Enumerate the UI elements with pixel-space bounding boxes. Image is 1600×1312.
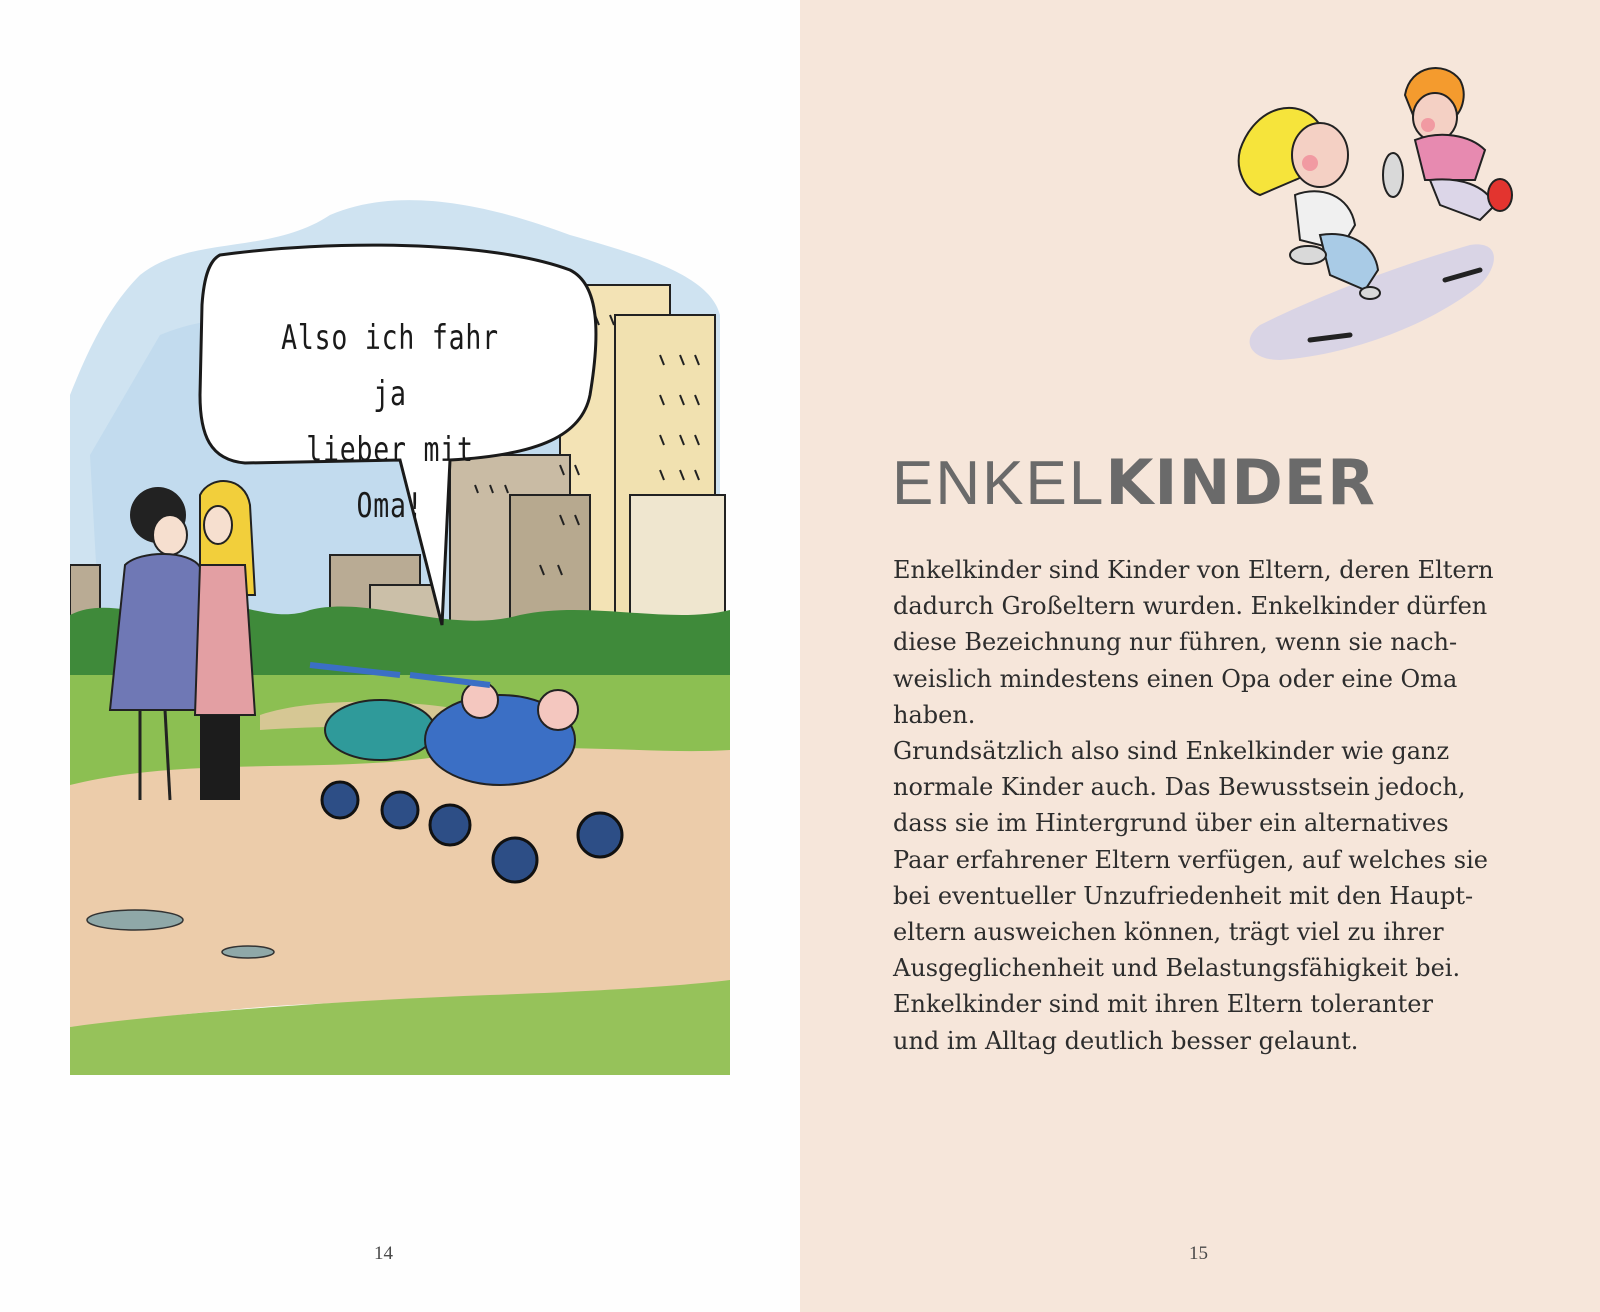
- page-number-right: 15: [1189, 1243, 1208, 1264]
- speech-bubble-line-1: Also ich fahr ja: [281, 318, 499, 414]
- page-number-left: 14: [374, 1243, 393, 1264]
- body-line: weislich mindestens einen Opa oder eine Oma: [893, 664, 1458, 693]
- body-line: eltern ausweichen können, trägt viel zu ihrer: [893, 918, 1444, 947]
- body-line: Paar erfahrener Eltern verfügen, auf welches sie: [893, 845, 1488, 874]
- body-line: Enkelkinder sind Kinder von Eltern, deren Eltern: [893, 556, 1494, 584]
- jumping-kids-illustration: [1200, 55, 1540, 380]
- body-line: Ausgeglichenheit und Belastungsfähigkeit bei.: [893, 954, 1461, 983]
- speech-bubble-line-2: lieber mit Oma!: [306, 430, 474, 526]
- body-line: dass sie im Hintergrund über ein alternatives: [893, 809, 1449, 838]
- right-page: [800, 0, 1600, 1312]
- chapter-heading: [892, 448, 1376, 519]
- body-line: und im Alltag deutlich besser gelaunt.: [893, 1026, 1359, 1055]
- body-line: diese Bezeichnung nur führen, wenn sie nach-: [893, 628, 1458, 657]
- body-line: Grundsätzlich also sind Enkelkinder wie ganz: [893, 737, 1450, 766]
- body-line: bei eventueller Unzufriedenheit mit den Haupt-: [893, 881, 1474, 910]
- body-line: normale Kinder auch. Das Bewusstsein jedoch,: [893, 773, 1466, 802]
- body-line: haben.: [893, 700, 976, 729]
- speech-bubble-text: [273, 310, 507, 534]
- body-text: [893, 552, 1493, 1059]
- body-line: Enkelkinder sind mit ihren Eltern toleranter: [893, 990, 1433, 1019]
- heading-light-part: ENKEL: [892, 449, 1106, 518]
- body-line: dadurch Großeltern wurden. Enkelkinder dürfen: [893, 592, 1488, 621]
- heading-bold-part: KINDER: [1105, 446, 1376, 519]
